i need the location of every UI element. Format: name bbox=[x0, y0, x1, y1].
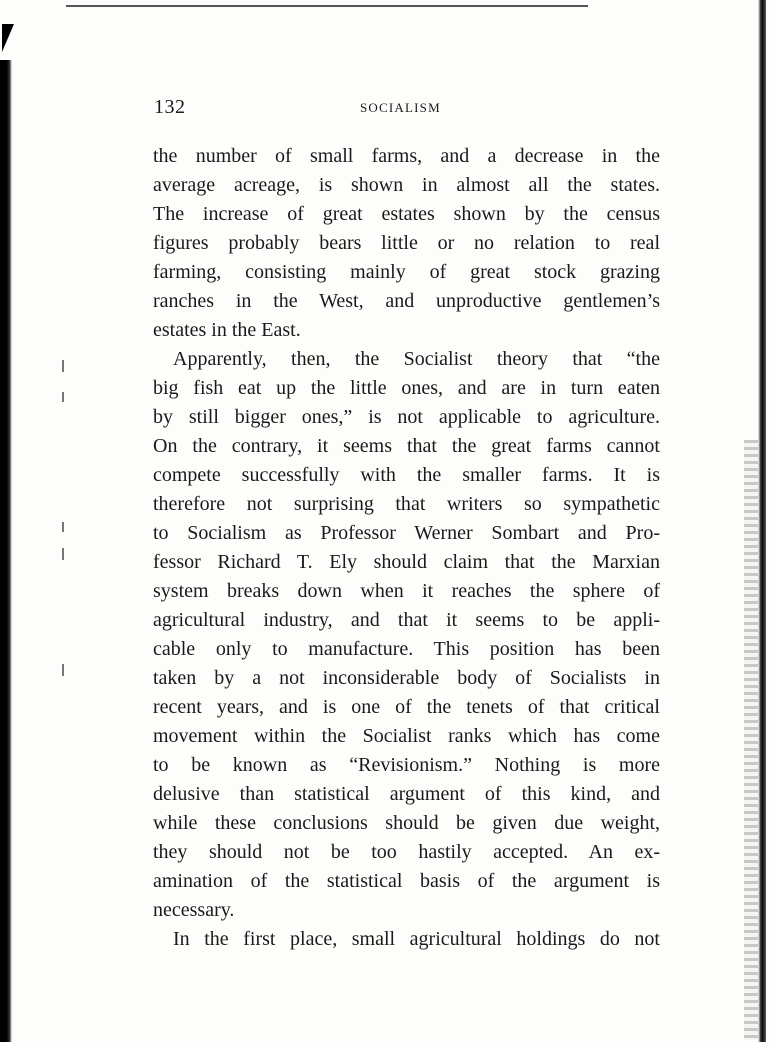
scan-right-shadow bbox=[744, 440, 758, 1040]
scan-gutter-mark bbox=[62, 360, 64, 372]
text-line: they should not be too hastily accepted. An ex- bbox=[153, 841, 660, 863]
scan-corner-mark bbox=[2, 24, 14, 52]
text-line: agricultural industry, and that it seems to be appli- bbox=[153, 609, 660, 631]
text-line: amination of the statistical basis of the argument is bbox=[153, 870, 660, 892]
text-line: big fish eat up the little ones, and are in turn eaten bbox=[153, 377, 660, 399]
body-text bbox=[153, 142, 660, 954]
text-line: farming, consisting mainly of great stock grazing bbox=[153, 261, 660, 283]
scan-gutter-mark bbox=[62, 392, 64, 402]
running-head: SOCIALISM bbox=[360, 100, 441, 115]
scan-left-edge bbox=[0, 60, 12, 1042]
text-line: to Socialism as Professor Werner Sombart and Pro- bbox=[153, 522, 660, 544]
scan-gutter-mark bbox=[62, 522, 64, 532]
text-line: Apparently, then, the Socialist theory that “the bbox=[173, 348, 660, 370]
text-line: ranches in the West, and unproductive gentlemen’s bbox=[153, 290, 660, 312]
page-header bbox=[154, 96, 660, 120]
text-line: the number of small farms, and a decrease in the bbox=[153, 145, 660, 167]
text-line: In the first place, small agricultural holdings do not bbox=[173, 928, 660, 950]
text-line: cable only to manufacture. This position has been bbox=[153, 638, 660, 660]
text-line: to be known as “Revisionism.” Nothing is more bbox=[153, 754, 660, 776]
scan-gutter-mark bbox=[62, 664, 64, 676]
text-line: On the contrary, it seems that the great farms cannot bbox=[153, 435, 660, 457]
text-line: fessor Richard T. Ely should claim that the Marxian bbox=[153, 551, 660, 573]
text-line: delusive than statistical argument of this kind, and bbox=[153, 783, 660, 805]
text-line: figures probably bears little or no relation to real bbox=[153, 232, 660, 254]
text-line: necessary. bbox=[153, 899, 235, 921]
text-line: taken by a not inconsiderable body of Socialists in bbox=[153, 667, 660, 689]
text-line: therefore not surprising that writers so sympathetic bbox=[153, 493, 660, 515]
text-line: by still bigger ones,” is not applicable to agriculture. bbox=[153, 406, 660, 428]
text-line: estates in the East. bbox=[153, 319, 301, 341]
text-line: compete successfully with the smaller farms. It is bbox=[153, 464, 660, 486]
text-line: movement within the Socialist ranks which has come bbox=[153, 725, 660, 747]
text-line: average acreage, is shown in almost all the states. bbox=[153, 174, 660, 196]
text-line: while these conclusions should be given due weight, bbox=[153, 812, 660, 834]
text-line: The increase of great estates shown by the census bbox=[153, 203, 660, 225]
page-number: 132 bbox=[154, 96, 186, 118]
scan-top-rule bbox=[66, 5, 588, 7]
scan-gutter-mark bbox=[62, 548, 64, 560]
text-line: system breaks down when it reaches the sphere of bbox=[153, 580, 660, 602]
text-line: recent years, and is one of the tenets of that critical bbox=[153, 696, 660, 718]
scan-right-edge bbox=[758, 0, 766, 1042]
